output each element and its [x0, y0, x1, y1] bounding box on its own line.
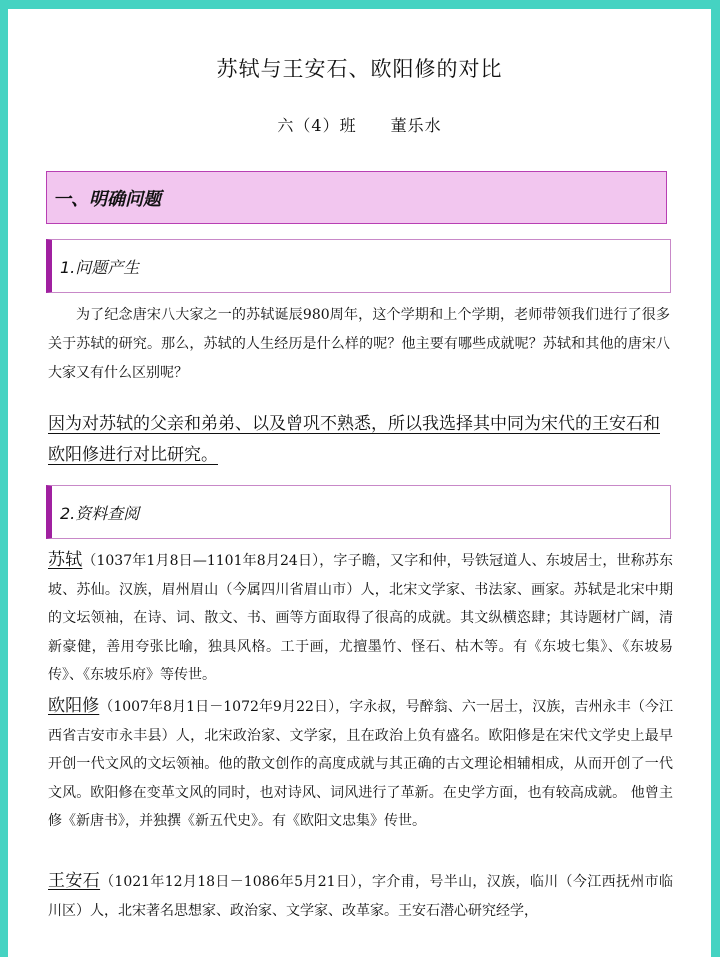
bio-name: 苏轼	[48, 550, 83, 570]
bio-text: （1021年12月18日－1086年5月21日），字介甫，号半山，汉族，临川（今江西抚州市临川区）人，北宋著名思想家、政治家、文学家、改革家。王安石潜心研究经学，	[48, 874, 674, 919]
document-page	[8, 9, 711, 957]
document-subtitle: 六（4）班 董乐水	[277, 116, 442, 135]
subsection-heading-label: 1.问题产生	[60, 257, 140, 277]
subsection-heading-label: 2.资料查阅	[60, 503, 140, 523]
subsection-heading-problem-origin	[46, 239, 671, 293]
bio-name: 王安石	[48, 871, 101, 891]
section-heading-clarify-problem	[46, 171, 667, 224]
bio-name: 欧阳修	[48, 696, 100, 716]
bio-ouyang-xiu	[48, 692, 673, 836]
bio-text: （1007年8月1日－1072年9月22日），字永叔，号醉翁、六一居士，汉族，吉州永丰（今江西省吉安市永丰县）人，北宋政治家、文学家，且在政治上负有盛名。欧阳修是在宋代文学史上最早开创一代文风的文坛领袖。他的散文创作的高度成就与其正确的古文理论相辅相成，从而开创了一代文风。欧阳修在变革文风的同时，也对诗风、词风进行了革新。在史学方面，也有较高成就。 他曾主修《新唐书》，并独撰《新五代史》。有《欧阳文忠集》传世。	[48, 699, 674, 829]
subsection-heading-literature-review	[46, 485, 671, 539]
document-title: 苏轼与王安石、欧阳修的对比	[216, 57, 503, 81]
bio-text: （1037年1月8日—1101年8月24日），字子瞻，又字和仲，号铁冠道人、东坡居士，世称苏东坡、苏仙。汉族，眉州眉山（今属四川省眉山市）人，北宋文学家、书法家、画家。苏轼是北宋中期的文坛领袖，在诗、词、散文、书、画等方面取得了很高的成就。其文纵横恣肆；其诗题材广阔，清新豪健，善用夸张比喻，独具风格。工于画，尤擅墨竹、怪石、枯木等。有《东坡七集》、《东坡易传》、《东坡乐府》等传世。	[48, 553, 673, 683]
bio-wang-anshi	[48, 867, 673, 925]
research-choice-statement: 因为对苏轼的父亲和弟弟、以及曾巩不熟悉，所以我选择其中同为宋代的王安石和欧阳修进行对比研究。	[48, 414, 660, 465]
section-heading-label: 一、明确问题	[53, 188, 161, 210]
problem-origin-paragraph: 为了纪念唐宋八大家之一的苏轼诞辰980周年，这个学期和上个学期，老师带领我们进行了很多关于苏轼的研究。那么，苏轼的人生经历是什么样的呢？他主要有哪些成就呢？苏轼和其他的唐宋八大家又有什么区别呢？	[48, 307, 670, 381]
bio-su-shi	[48, 546, 673, 690]
